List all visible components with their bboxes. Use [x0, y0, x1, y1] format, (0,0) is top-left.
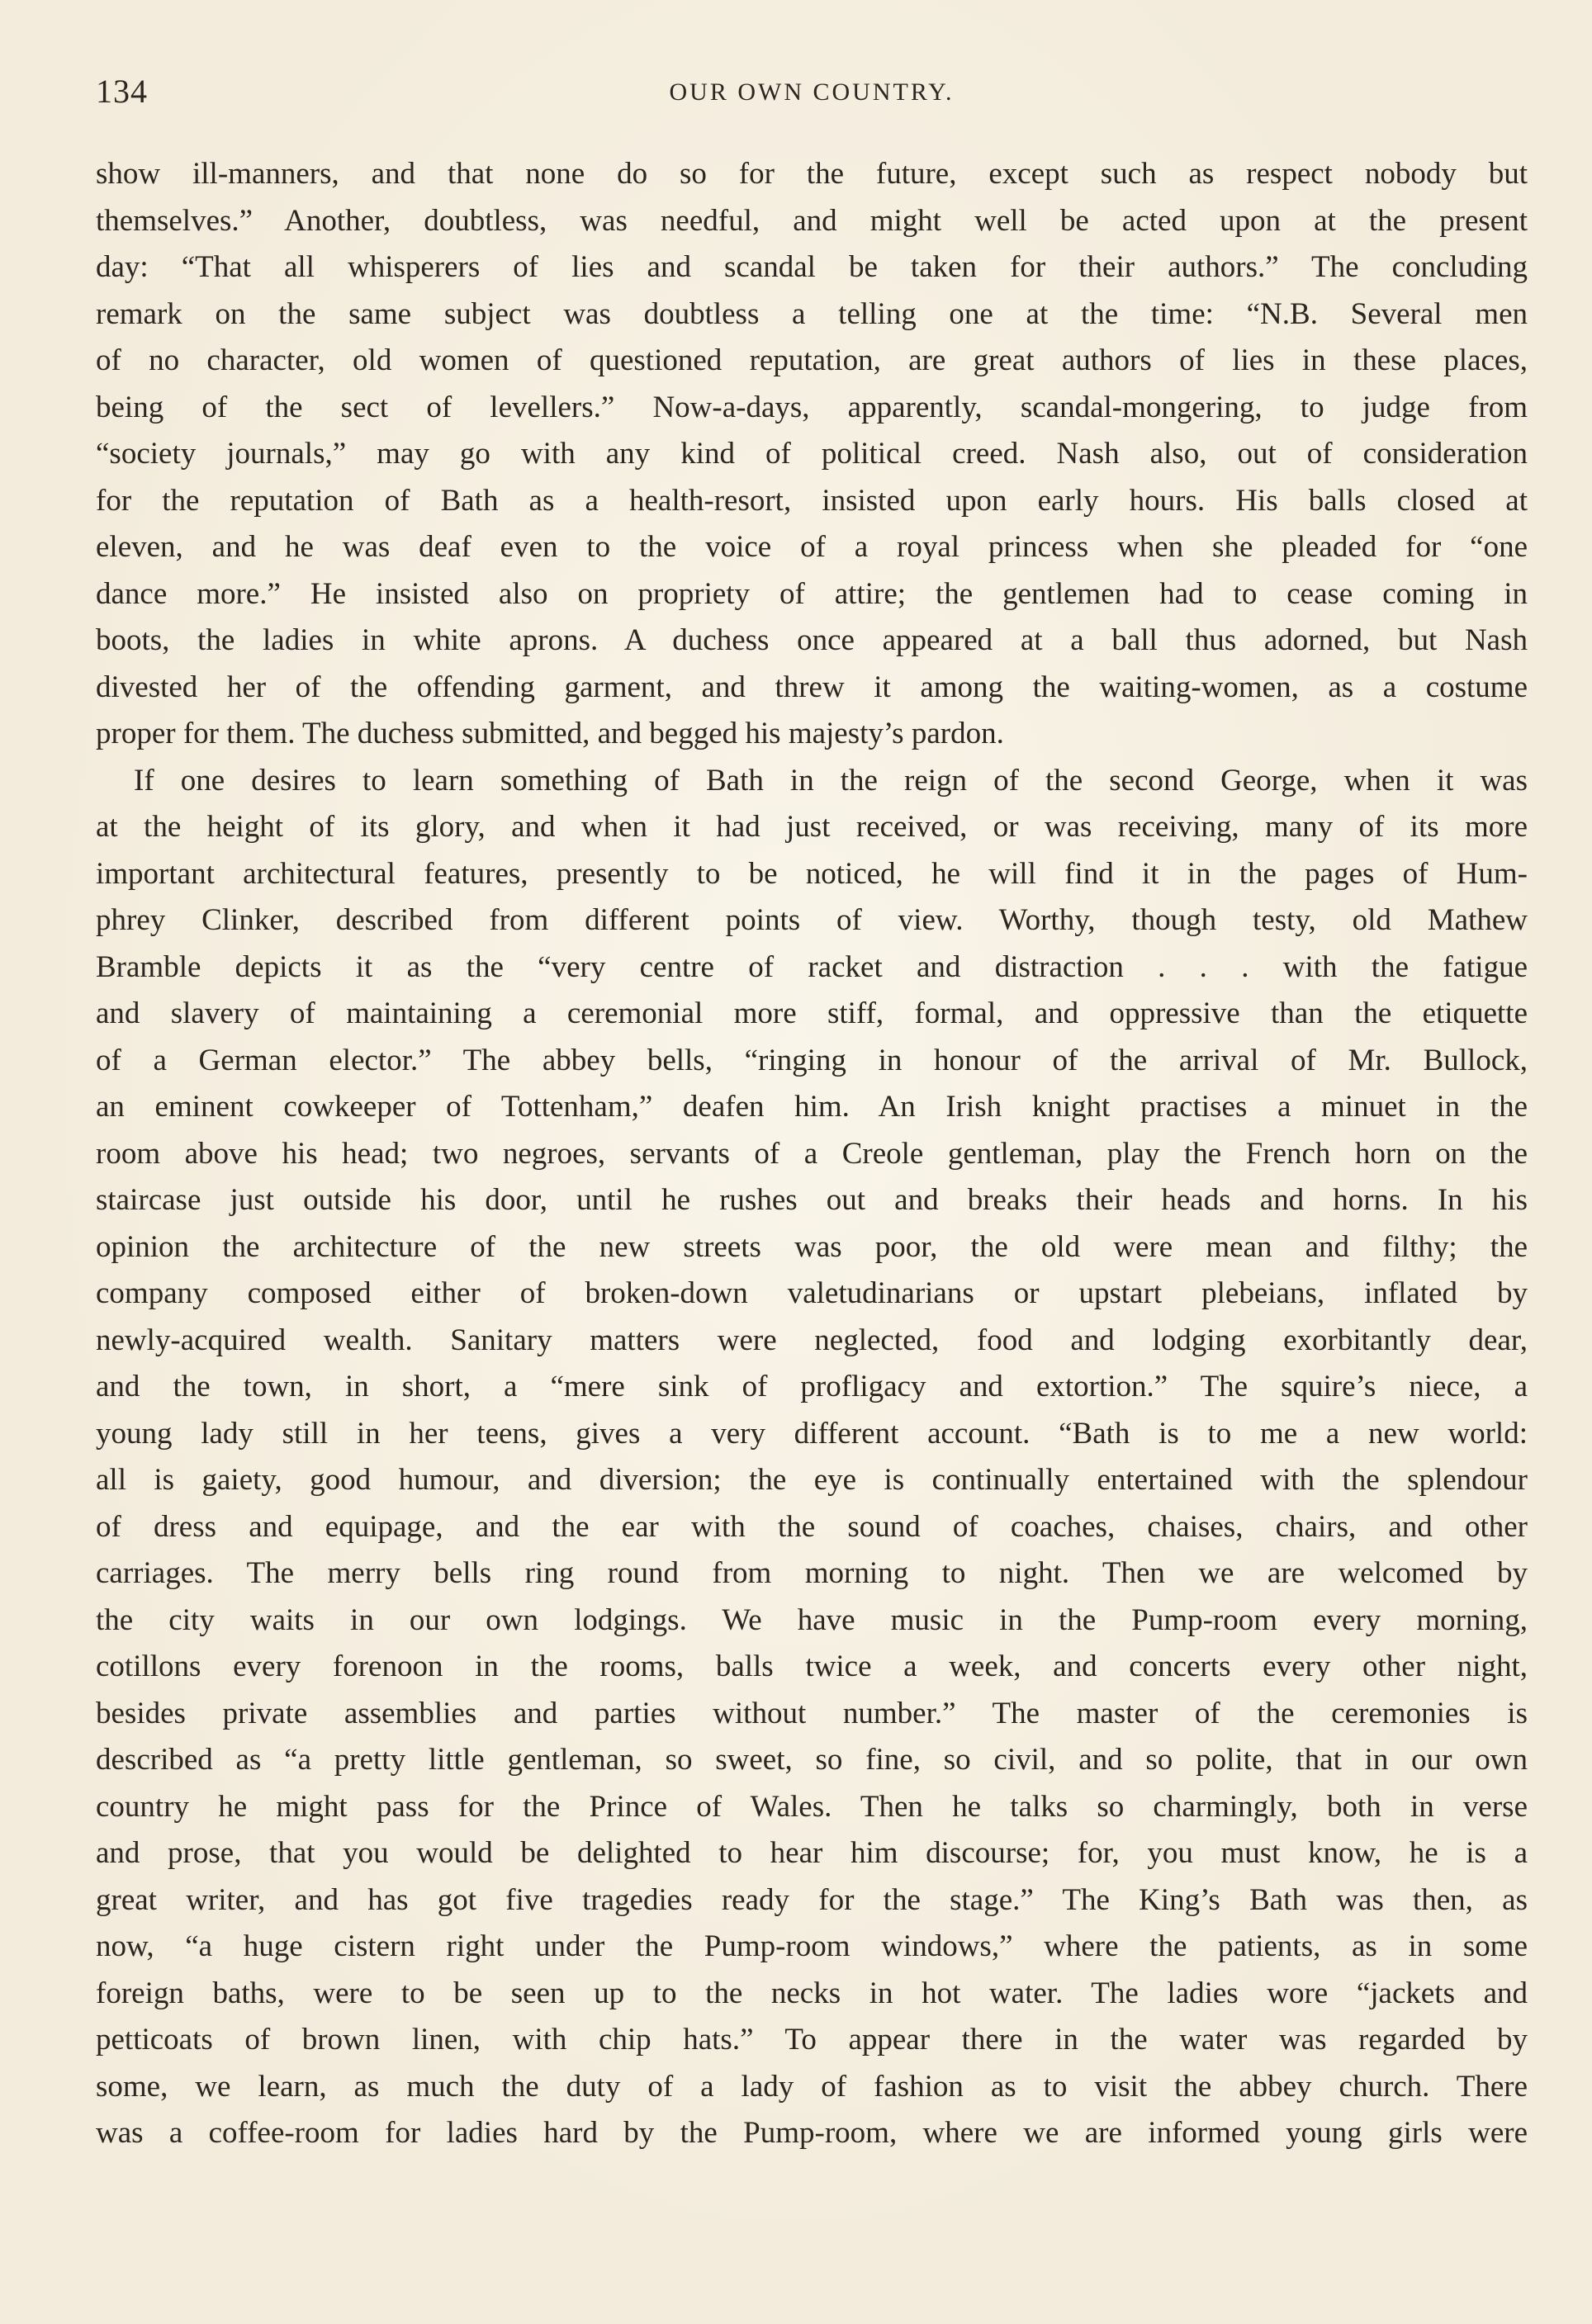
- text-line: for the reputation of Bath as a health-resort, insisted upon early hours. His balls closed at: [96, 483, 1528, 518]
- text-line: show ill-manners, and that none do so for the future, except such as respect nobody but: [96, 157, 1528, 191]
- text-line: opinion the architecture of the new streets was poor, the old were mean and filthy; the: [96, 1229, 1528, 1264]
- paragraph-first-line: If one desires to learn something of Bath in the reign of the second George, when it was: [134, 763, 1528, 798]
- text-line: and the town, in short, a “mere sink of profligacy and extortion.” The squire’s niece, a: [96, 1370, 1528, 1403]
- text-line: the city waits in our own lodgings. We have music in the Pump-room every morning,: [96, 1602, 1528, 1637]
- text-line: staircase just outside his door, until he rushes out and breaks their heads and horns. In his: [96, 1183, 1528, 1217]
- text-line: of dress and equipage, and the ear with the sound of coaches, chaises, chairs, and other: [96, 1509, 1528, 1544]
- text-line: described as “a pretty little gentleman, so sweet, so fine, so civil, and so polite, that in our own: [96, 1743, 1528, 1777]
- text-line: of a German elector.” The abbey bells, “ringing in honour of the arrival of Mr. Bullock,: [96, 1043, 1528, 1077]
- text-line: and slavery of maintaining a ceremonial more stiff, formal, and oppressive than the etiquette: [96, 996, 1528, 1030]
- text-line: remark on the same subject was doubtless a telling one at the time: “N.B. Several men: [96, 296, 1528, 331]
- text-line: at the height of its glory, and when it had just received, or was receiving, many of its more: [96, 810, 1528, 844]
- text-line: an eminent cowkeeper of Tottenham,” deafen him. An Irish knight practises a minuet in the: [96, 1090, 1528, 1124]
- text-line: Bramble depicts it as the “very centre of racket and distraction . . . with the fatigue: [96, 949, 1528, 984]
- text-line: great writer, and has got five tragedies ready for the stage.” The King’s Bath was then, as: [96, 1882, 1528, 1917]
- body-text: [96, 151, 1528, 2157]
- text-line: divested her of the offending garment, and threw it among the waiting-women, as a costume: [96, 670, 1528, 704]
- text-line: country he might pass for the Prince of Wales. Then he talks so charmingly, both in verse: [96, 1789, 1528, 1824]
- text-line: room above his head; two negroes, servants of a Creole gentleman, play the French horn on the: [96, 1136, 1528, 1171]
- text-line: cotillons every forenoon in the rooms, balls twice a week, and concerts every other night,: [96, 1650, 1528, 1683]
- text-line: eleven, and he was deaf even to the voice of a royal princess when she pleaded for “one: [96, 530, 1528, 564]
- text-line: of no character, old women of questioned reputation, are great authors of lies in these places,: [96, 343, 1528, 377]
- text-line: carriages. The merry bells ring round from morning to night. Then we are welcomed by: [96, 1556, 1528, 1590]
- text-line: now, “a huge cistern right under the Pump-room windows,” where the patients, as in some: [96, 1929, 1528, 1963]
- running-head: [96, 71, 1528, 112]
- text-line: phrey Clinker, described from different points of view. Worthy, though testy, old Mathew: [96, 903, 1528, 937]
- text-line: newly-acquired wealth. Sanitary matters were neglected, food and lodging exorbitantly dear,: [96, 1323, 1528, 1357]
- text-line: besides private assemblies and parties without number.” The master of the ceremonies is: [96, 1696, 1528, 1730]
- running-title: OUR OWN COUNTRY.: [669, 78, 955, 106]
- text-line: was a coffee-room for ladies hard by the Pump-room, where we are informed young girls were: [96, 2116, 1528, 2150]
- text-line: company composed either of broken-down valetudinarians or upstart plebeians, inflated by: [96, 1276, 1528, 1310]
- text-line: dance more.” He insisted also on propriety of attire; the gentlemen had to cease coming in: [96, 576, 1528, 611]
- text-line: young lady still in her teens, gives a very different account. “Bath is to me a new world:: [96, 1416, 1528, 1451]
- text-line: themselves.” Another, doubtless, was needful, and might well be acted upon at the present: [96, 203, 1528, 238]
- text-line: foreign baths, were to be seen up to the necks in hot water. The ladies wore “jackets and: [96, 1976, 1528, 2010]
- text-line: “society journals,” may go with any kind of political creed. Nash also, out of consideration: [96, 437, 1528, 471]
- text-line: all is gaiety, good humour, and diversion; the eye is continually entertained with the splendour: [96, 1463, 1528, 1497]
- text-line: and prose, that you would be delighted to hear him discourse; for, you must know, he is a: [96, 1836, 1528, 1870]
- text-line: being of the sect of levellers.” Now-a-days, apparently, scandal-mongering, to judge from: [96, 390, 1528, 424]
- text-line: petticoats of brown linen, with chip hats.” To appear there in the water was regarded by: [96, 2023, 1528, 2057]
- paragraph-end-line: proper for them. The duchess submitted, and begged his majesty’s pardon.: [96, 717, 1004, 750]
- text-line: important architectural features, presently to be noticed, he will find it in the pages of Hum-: [96, 856, 1528, 891]
- text-line: boots, the ladies in white aprons. A duchess once appeared at a ball thus adorned, but Nash: [96, 623, 1528, 657]
- text-line: day: “That all whisperers of lies and scandal be taken for their authors.” The concluding: [96, 250, 1528, 284]
- text-line: some, we learn, as much the duty of a lady of fashion as to visit the abbey church. There: [96, 2069, 1528, 2104]
- page-number: 134: [96, 73, 148, 110]
